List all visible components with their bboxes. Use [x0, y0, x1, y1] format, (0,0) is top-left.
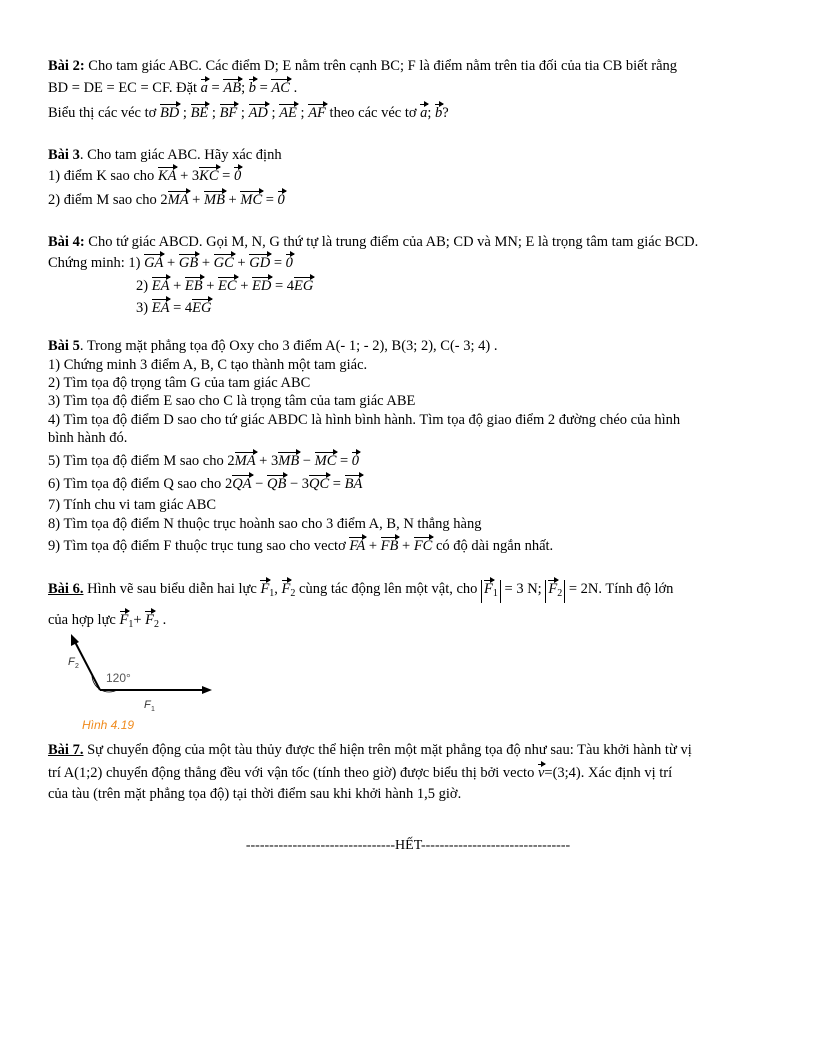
b7-title: Bài 7. [48, 742, 84, 758]
svg-text:2: 2 [75, 663, 79, 670]
svg-text:1: 1 [151, 706, 155, 713]
b4-line2: Chứng minh: 1) GA + GB + GC + GD = 0 [48, 255, 293, 271]
label-f1: F [144, 699, 151, 711]
end-marker: --------------------------------HẾT-------------------------------- [245, 838, 571, 853]
vector-f1-arrowhead [202, 686, 212, 694]
vector-f2-arrowhead [71, 634, 79, 646]
angle-label: 120° [106, 671, 131, 685]
b5-item4: 4) Tìm tọa độ điểm D sao cho tứ giác ABDC là hình bình hành. Tìm tọa độ giao điểm 2 đường chéo của hình [48, 412, 681, 428]
b2-line1: Bài 2: Cho tam giác ABC. Các điểm D; E nằm trên cạnh BC; F là điểm nằm trên tia đối của tia CB biết rằng [48, 58, 678, 74]
b5-item9: 9) Tìm tọa độ điểm F thuộc trục tung sao cho vectơ FA + FB + FC có độ dài ngắn nhất. [48, 538, 554, 554]
b5-item6: 6) Tìm tọa độ điểm Q sao cho 2QA − QB − 3QC = BA [48, 476, 363, 492]
b5-item3: 3) Tìm tọa độ điểm E sao cho C là trọng tâm của tam giác ABE [48, 393, 416, 409]
b5-item4-cont: bình hành đó. [48, 430, 128, 446]
b5-title: Bài 5 [48, 338, 80, 354]
b5-item2: 2) Tìm tọa độ trọng tâm G của tam giác ABC [48, 375, 311, 391]
b3-title: Bài 3 [48, 147, 80, 163]
b4-line4: 3) EA = 4EG [136, 300, 212, 316]
b5-item8: 8) Tìm tọa độ điểm N thuộc trục hoành sao cho 3 điểm A, B, N thẳng hàng [48, 516, 482, 532]
b7-line2: trí A(1;2) chuyển động thẳng đều với vận tốc (tính theo giờ) được biểu thị bởi vecto v=(3;4). Xác định vị trí [48, 765, 673, 781]
b5-item7: 7) Tính chu vi tam giác ABC [48, 497, 217, 513]
b3-line2: 1) điểm K sao cho KA + 3KC = 0 [48, 168, 242, 184]
b6-title: Bài 6. [48, 581, 84, 597]
b3-line1: Bài 3. Cho tam giác ABC. Hãy xác định [48, 147, 282, 163]
force-diagram [62, 632, 222, 732]
b3-line3: 2) điểm M sao cho 2MA + MB + MC = 0 [48, 192, 285, 208]
b5-item1: 1) Chứng minh 3 điểm A, B, C tạo thành một tam giác. [48, 357, 368, 373]
b4-line1: Bài 4: Cho tứ giác ABCD. Gọi M, N, G thứ tự là trung điểm của AB; CD và MN; E là trọng tâm tam giác BCD. [48, 234, 699, 250]
b7-line1: Bài 7. Sự chuyển động của một tàu thủy được thể hiện trên một mặt phẳng tọa độ như sau: Tàu khởi hành từ vị [48, 742, 692, 758]
b7-line3: của tàu (trên mặt phẳng tọa độ) tại thời điểm sau khi khởi hành 1,5 giờ. [48, 786, 462, 802]
b4-title: Bài 4: [48, 234, 85, 250]
b6-line1: Bài 6. Hình vẽ sau biểu diễn hai lực $F_1$, $F_2$ cùng tác động lên một vật, cho $F_1 = 3$ N; $F_2 = 2N$. Tính độ lớn [48, 580, 673, 603]
b5-line1: Bài 5. Trong mặt phẳng tọa độ Oxy cho 3 điểm A(- 1; - 2), B(3; 2), C(- 3; 4) . [48, 338, 498, 354]
label-f2: F [68, 656, 75, 668]
figure-caption: Hình 4.19 [82, 718, 135, 732]
b2-line2: BD = DE = EC = CF. Đặt a = AB; b = AC . [48, 80, 298, 96]
b4-line3: 2) EA + EB + EC + ED = 4EG [136, 278, 314, 294]
b2-line3: Biểu thị các véc tơ BD ; BE ; BF ; AD ; AE ; AF theo các véc tơ a; b? [48, 105, 449, 121]
b5-item5: 5) Tìm tọa độ điểm M sao cho 2MA + 3MB − MC = 0 [48, 453, 360, 469]
b2-title: Bài 2: [48, 58, 85, 74]
b6-line2: của hợp lực $F_1+ F_2$ . [48, 612, 167, 630]
